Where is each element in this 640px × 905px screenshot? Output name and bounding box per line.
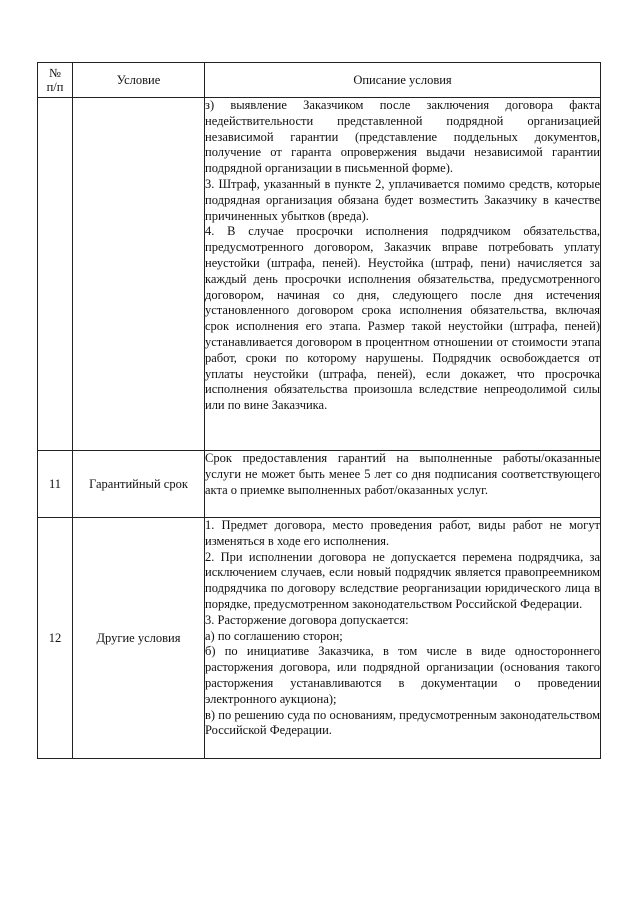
description-paragraph: 2. При исполнении договора не допускается перемена подрядчика, за исключением случаев, если новый подрядчик является правопреемником подрядчика по договору вследствие реорганизации юридического лица в порядке, предусмотренном законодательством Российской Федерации.	[205, 549, 600, 611]
row-number: 11	[38, 451, 73, 518]
table-row	[38, 518, 601, 759]
row-condition	[73, 98, 205, 451]
description-paragraph: 1. Предмет договора, место проведения работ, виды работ не могут изменяться в ходе его исполнения.	[205, 518, 600, 548]
header-number	[38, 63, 73, 98]
table-header-row	[38, 63, 601, 98]
description-paragraph: 3. Расторжение договора допускается:	[205, 612, 409, 627]
row-number: 12	[38, 518, 73, 759]
header-condition: Условие	[73, 63, 205, 98]
table-row	[38, 451, 601, 518]
row-condition: Гарантийный срок	[73, 451, 205, 518]
description-paragraph: в) по решению суда по основаниям, предусмотренным законодательством Российской Федерации.	[205, 707, 600, 738]
description-paragraph: з) выявление Заказчиком после заключения договора факта недействительности представленной подрядной организацией независимой гарантии (представление поддельных документов, получение от гаранта опровержения выдачи независимой гарантии подрядной организации в письменной форме).	[205, 98, 600, 176]
description-paragraph: а) по соглашению сторон;	[205, 628, 343, 643]
table-row	[38, 98, 601, 451]
conditions-table	[37, 62, 601, 759]
row-description	[205, 518, 601, 759]
description-paragraph: 4. В случае просрочки исполнения подрядчиком обязательства, предусмотренного договором, Заказчик вправе потребовать уплату неустойки (штрафа, пеней). Неустойка (штраф, пени) начисляется за каждый день просрочки исполнения обязательства, предусмотренного договором, начиная со дня, следующего после дня истечения установленного договором срока исполнения обязательства, включая срок исполнения его этапа. Размер такой неустойки (штрафа, пеней) устанавливается договором в процентном отношении от стоимости этапа работ, сроки по которому нарушены. Подрядчик освобождается от уплаты неустойки (штрафа, пеней), если докажет, что просрочка исполнения обязательства произошла вследствие непреодолимой силы или по вине Заказчика.	[205, 224, 600, 413]
description-paragraph: 3. Штраф, указанный в пункте 2, уплачивается помимо средств, которые подрядная организация обязана будет возместить Заказчику в качестве причиненных убытков (вреда).	[205, 176, 600, 223]
header-description: Описание условия	[205, 63, 601, 98]
row-description	[205, 98, 601, 451]
row-condition: Другие условия	[73, 518, 205, 759]
header-number-abbr: п/п	[46, 80, 64, 94]
row-description	[205, 451, 601, 518]
description-paragraph: Срок предоставления гарантий на выполненные работы/оказанные услуги не может быть менее 5 лет со дня подписания соответствующего акта о приемке выполненных работ/оказанных услуг.	[205, 451, 600, 497]
row-number	[38, 98, 73, 451]
description-paragraph: б) по инициативе Заказчика, в том числе в виде одностороннего расторжения договора, или подрядной организации (основания такого расторжения устанавливаются в документации о проведении электронного аукциона);	[205, 644, 600, 706]
header-number-symbol: №	[49, 66, 61, 80]
